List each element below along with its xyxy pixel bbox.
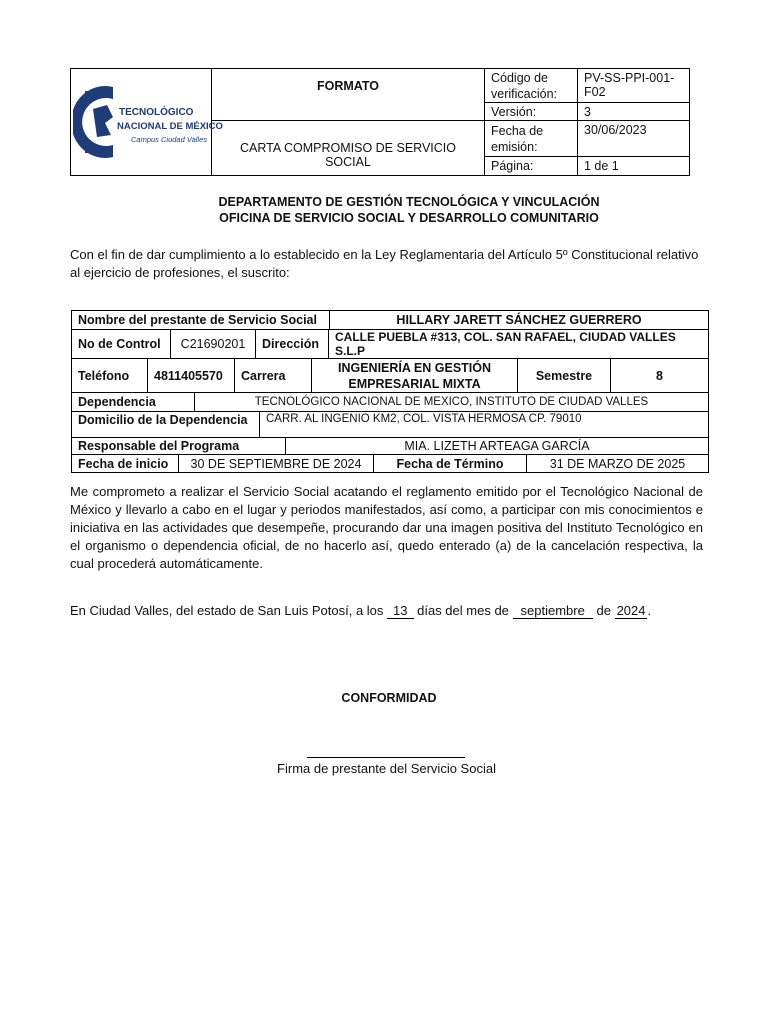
codigo-value: PV-SS-PPI-001-F02 <box>578 69 690 103</box>
place-prefix: En Ciudad Valles, del estado de San Luis Potosí, a los <box>70 603 384 618</box>
pagina-value: 1 de 1 <box>578 157 690 176</box>
carrera-value: INGENIERÍA EN GESTIÓN EMPRESARIAL MIXTA <box>312 359 518 393</box>
direccion-label: Dirección <box>256 330 329 359</box>
semestre-label: Semestre <box>518 359 611 393</box>
tecnm-gear-logo-icon <box>73 83 117 161</box>
document-title: CARTA COMPROMISO DE SERVICIO SOCIAL <box>212 121 485 176</box>
signature-label: Firma de prestante del Servicio Social <box>277 761 496 776</box>
termino-label: Fecha de Término <box>374 455 527 473</box>
domicilio-label: Domicilio de la Dependencia <box>72 412 260 438</box>
dependencia-value: TECNOLÓGICO NACIONAL DE MEXICO, INSTITUTO DE CIUDAD VALLES <box>195 393 709 412</box>
student-info-form <box>71 310 709 473</box>
conformidad-heading: CONFORMIDAD <box>341 691 437 705</box>
telefono-value: 4811405570 <box>148 359 235 393</box>
place-de: de <box>596 603 611 618</box>
codigo-label: Código de verificación: <box>485 69 578 103</box>
control-value: C21690201 <box>171 330 256 359</box>
commitment-paragraph: Me comprometo a realizar el Servicio Social acatando el reglamento emitido por el Tecnológico Nacional de México y llevarlo a cabo en el lugar y periodos manifestados, así como, a participar con mis conocimientos e iniciativa en las actividades que desempeñe, procurando dar una imagen positiva del Instituto Tecnológico en el organismo o dependencia oficial, de no hacerlo así, quedo enterado (a) de la cancelación respectiva, la cual procederá automáticamente. <box>70 484 703 571</box>
year-value: 2024 <box>616 603 646 618</box>
place-end: . <box>647 603 652 618</box>
logo-line2: NACIONAL DE MÉXICO <box>117 121 223 132</box>
place-date-line <box>70 603 710 618</box>
department-line1: DEPARTAMENTO DE GESTIÓN TECNOLÓGICA Y VINCULACIÓN <box>218 195 600 209</box>
telefono-label: Teléfono <box>72 359 148 393</box>
formato-title: FORMATO <box>212 69 485 121</box>
dependencia-label: Dependencia <box>72 393 195 412</box>
termino-value: 31 DE MARZO DE 2025 <box>527 455 709 473</box>
department-line2: OFICINA DE SERVICIO SOCIAL Y DESARROLLO COMUNITARIO <box>219 211 599 225</box>
control-label: No de Control <box>72 330 171 359</box>
fecha-value: 30/06/2023 <box>578 121 690 157</box>
signature-line <box>307 757 465 758</box>
month-value: septiembre <box>513 603 593 619</box>
pagina-label: Página: <box>485 157 578 176</box>
day-value: 13 <box>387 603 413 619</box>
version-value: 3 <box>578 103 690 121</box>
fecha-label: Fecha de emisión: <box>485 121 578 157</box>
responsable-label: Responsable del Programa <box>72 438 286 455</box>
logo-line1: TECNOLÓGICO <box>119 107 194 118</box>
domicilio-value: CARR. AL INGENIO KM2, COL. VISTA HERMOSA CP. 79010 <box>260 412 709 438</box>
carrera-label: Carrera <box>235 359 312 393</box>
version-label: Versión: <box>485 103 578 121</box>
inicio-value: 30 DE SEPTIEMBRE DE 2024 <box>179 455 374 473</box>
logo-line3: Campus Ciudad Valles <box>131 135 208 144</box>
nombre-label: Nombre del prestante de Servicio Social <box>72 311 330 330</box>
semestre-value: 8 <box>611 359 709 393</box>
responsable-value: MIA. LIZETH ARTEAGA GARCÍA <box>286 438 709 455</box>
inicio-label: Fecha de inicio <box>72 455 179 473</box>
direccion-value: CALLE PUEBLA #313, COL. SAN RAFAEL, CIUDAD VALLES S.L.P <box>329 330 709 359</box>
nombre-value: HILLARY JARETT SÁNCHEZ GUERRERO <box>330 311 709 330</box>
place-mid: días del mes de <box>417 603 509 618</box>
logo-cell <box>71 69 223 176</box>
intro-paragraph: Con el fin de dar cumplimiento a lo establecido en la Ley Reglamentaria del Artículo 5º Constitucional relativo al ejercicio de profesiones, el suscrito: <box>70 247 699 280</box>
header-table <box>70 68 690 176</box>
